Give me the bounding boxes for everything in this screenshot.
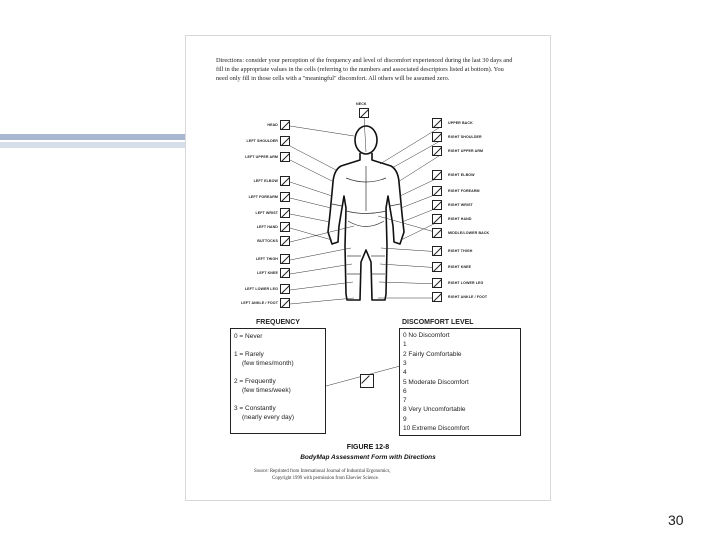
figure-title: BodyMap Assessment Form with Directions <box>300 454 436 461</box>
body-part-cell-left[interactable] <box>280 284 290 294</box>
figure-number: FIGURE 12-8 <box>346 444 390 451</box>
body-part-label-right: RIGHT HAND <box>448 217 472 221</box>
body-part-cell-left[interactable] <box>280 136 290 146</box>
body-part-label-left: LEFT HAND <box>256 225 278 229</box>
frequency-discomfort-cell[interactable] <box>360 374 374 388</box>
body-part-label-right: RIGHT THIGH <box>448 249 473 253</box>
frequency-item: 1 = Rarely <box>234 351 264 358</box>
frequency-item: (few times/week) <box>242 387 291 394</box>
discomfort-item: 3 <box>403 359 407 367</box>
body-part-cell-left[interactable] <box>280 236 290 246</box>
body-part-label-right: UPPER BACK <box>448 121 473 125</box>
body-part-label-left: LEFT KNEE <box>257 271 278 275</box>
discomfort-item: 4 <box>403 369 407 377</box>
body-part-label-right: RIGHT SHOULDER <box>448 135 482 139</box>
frequency-item: (nearly every day) <box>242 414 295 421</box>
body-part-cell-left[interactable] <box>280 176 290 186</box>
body-part-label-right: RIGHT KNEE <box>448 265 472 269</box>
discomfort-item: 1 <box>403 341 407 349</box>
bodymap-document <box>186 36 550 500</box>
frequency-item: 2 = Frequently <box>234 378 276 385</box>
discomfort-item: 9 <box>403 415 407 423</box>
slide-accent-bar-dark <box>0 134 186 140</box>
body-part-cell-right[interactable] <box>432 186 442 196</box>
body-part-label-left: LEFT SHOULDER <box>246 139 278 143</box>
neck-cell[interactable] <box>359 108 369 118</box>
body-part-label-left: LEFT THIGH <box>255 257 278 261</box>
discomfort-item: 0 No Discomfort <box>403 332 450 339</box>
discomfort-item: 7 <box>403 397 407 405</box>
body-part-label-left: LEFT ELBOW <box>253 179 278 183</box>
body-part-label-right: RIGHT LOWER LEG <box>448 281 484 285</box>
body-part-label-right: RIGHT FOREARM <box>448 189 480 193</box>
body-part-cell-right[interactable] <box>432 262 442 272</box>
body-part-label-left: HEAD <box>267 123 278 127</box>
body-part-cell-right[interactable] <box>432 146 442 156</box>
discomfort-item: 6 <box>403 387 407 395</box>
body-part-cell-left[interactable] <box>280 120 290 130</box>
body-part-label-right: RIGHT UPPER ARM <box>448 149 484 153</box>
page-number: 30 <box>668 512 684 528</box>
instructions-text: Directions: consider your perception of the frequency and level of discomfort experienced during the last 30 days and fill in the appropriate values in the cells (referring to the numbers and associated descriptors listed at bottom). You need only fill in those cells with a "meaningful" discomfort. All others will be assumed zero. <box>216 57 513 82</box>
discomfort-item: 10 Extreme Discomfort <box>403 425 470 432</box>
frequency-title: FREQUENCY <box>256 319 300 326</box>
body-part-cell-left[interactable] <box>280 152 290 162</box>
source-line: Source: Reprinted from International Journal of Industrial Ergonomics, <box>254 469 391 474</box>
discomfort-title: DISCOMFORT LEVEL <box>402 319 474 326</box>
discomfort-item: 2 Fairly Comfortable <box>403 350 462 358</box>
body-part-cell-left[interactable] <box>280 222 290 232</box>
discomfort-item: 8 Very Uncomfortable <box>403 406 466 414</box>
frequency-item: (few times/month) <box>242 360 294 367</box>
body-part-cell-left[interactable] <box>280 268 290 278</box>
discomfort-item: 5 Moderate Discomfort <box>403 378 469 386</box>
source-note <box>254 468 494 482</box>
body-part-cell-right[interactable] <box>432 214 442 224</box>
body-part-label-left: BUTTOCKS <box>257 239 278 243</box>
body-part-label-right: RIGHT ELBOW <box>448 173 475 177</box>
body-part-label-left: LEFT WRIST <box>255 211 278 215</box>
body-part-label-right: RIGHT WRIST <box>448 203 473 207</box>
source-line: Copyright 1999 with permission from Elsevier Science. <box>272 476 379 481</box>
body-part-cell-left[interactable] <box>280 192 290 202</box>
body-part-label-left: LEFT ANKLE / FOOT <box>241 301 278 305</box>
body-part-label-right: RIGHT ANKLE / FOOT <box>448 295 488 299</box>
frequency-legend <box>230 328 326 434</box>
body-part-label-right: MIDDLE/LOWER BACK <box>448 231 490 235</box>
body-part-cell-right[interactable] <box>432 246 442 256</box>
discomfort-legend <box>399 328 521 436</box>
body-part-cell-left[interactable] <box>280 254 290 264</box>
body-part-label-left: LEFT UPPER ARM <box>245 155 278 159</box>
body-part-cell-right[interactable] <box>432 118 442 128</box>
body-part-cell-right[interactable] <box>432 228 442 238</box>
body-part-cell-right[interactable] <box>432 278 442 288</box>
body-part-label-left: LEFT FOREARM <box>248 195 278 199</box>
frequency-item: 0 = Never <box>234 333 263 340</box>
neck-label: NECK <box>356 102 367 106</box>
body-part-cell-right[interactable] <box>432 132 442 142</box>
body-part-cell-right[interactable] <box>432 170 442 180</box>
frequency-item: 3 = Constantly <box>234 405 276 412</box>
slide-accent-bar-light <box>0 142 186 148</box>
body-part-cell-right[interactable] <box>432 200 442 210</box>
body-part-cell-right[interactable] <box>432 292 442 302</box>
body-part-label-left: LEFT LOWER LEG <box>244 287 278 291</box>
body-part-cell-left[interactable] <box>280 208 290 218</box>
body-part-cell-left[interactable] <box>280 298 290 308</box>
